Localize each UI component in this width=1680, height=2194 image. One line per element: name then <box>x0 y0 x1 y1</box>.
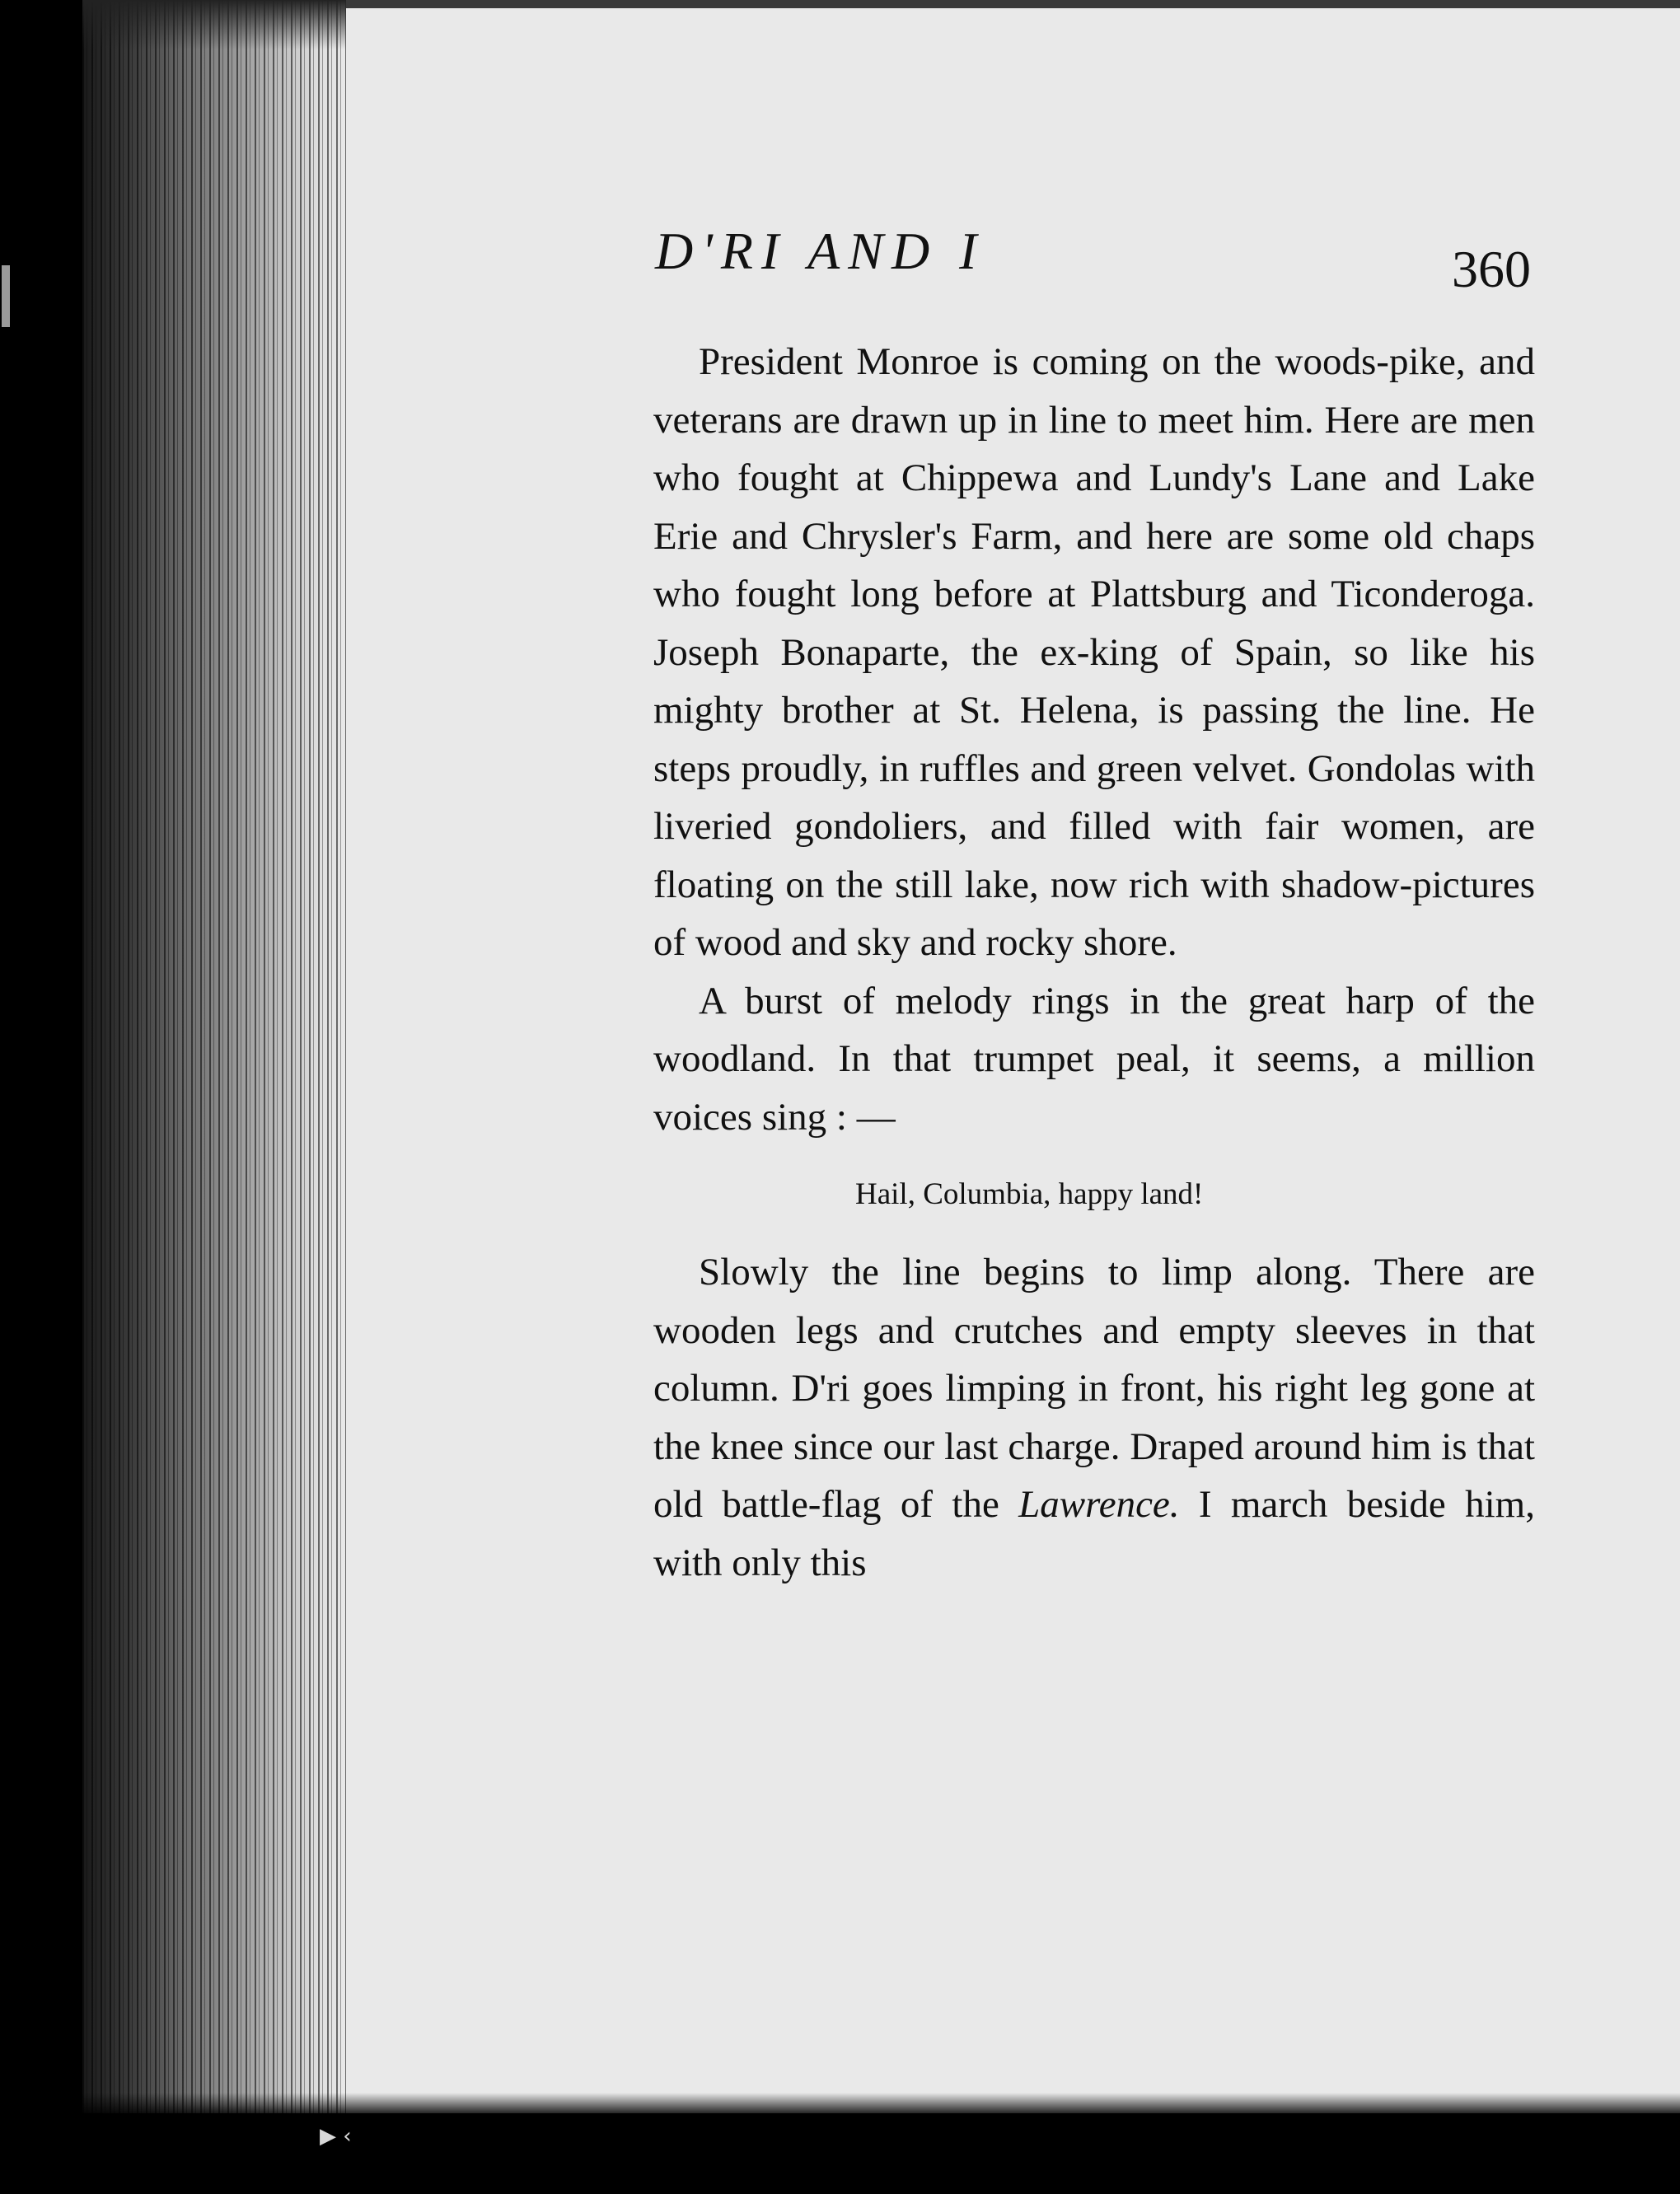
running-head: D'RI AND I <box>655 222 985 280</box>
verse-quote: Hail, Columbia, happy land! <box>855 1177 1204 1211</box>
scan-edge-mark <box>2 265 10 327</box>
ship-name-italic: Lawrence. <box>1018 1483 1180 1526</box>
scan-mark: ▶ ‹ <box>320 2124 352 2149</box>
page-number: 360 <box>1452 240 1531 298</box>
page-top-edge <box>346 0 1680 8</box>
scan-left-margin <box>0 0 91 2113</box>
binding-top-shadow <box>82 0 346 49</box>
scan-bottom-margin <box>0 2113 1680 2194</box>
book-binding-edge <box>82 0 346 2113</box>
paragraph-1: President Monroe is coming on the woods-pike, and veterans are drawn up in line to meet him. Here are men who fought at Chippewa and Lundy's Lane and Lake Erie and Chrysler's Farm, and here are some old chaps who fought long before at Plattsburg and Ticonderoga. Joseph Bonaparte, the ex-king of Spain, so like his mighty brother at St. Helena, is passing the line. He steps proudly, in ruffles and green velvet. Gondolas with liveried gondoliers, and filled with fair women, are floating on the still lake, now rich with shadow-pictures of wood and sky and rocky shore. <box>653 340 1535 964</box>
paragraph-2: A burst of melody rings in the great harp of the woodland. In that trumpet peal, it seems, a million voices sing : — <box>653 979 1535 1139</box>
paragraph-3 <box>653 1243 1535 1592</box>
paragraph-3-text-end: I march beside him, with only this <box>653 1483 1535 1584</box>
paragraph-3-text-start: Slowly the line begins to limp along. There are wooden legs and crutches and empty sleeves in that column. D'ri goes limping in front, his right leg gone at the knee since our last charge. Draped around him is that old battle-flag of the <box>653 1251 1535 1526</box>
body-text <box>653 333 1535 1592</box>
